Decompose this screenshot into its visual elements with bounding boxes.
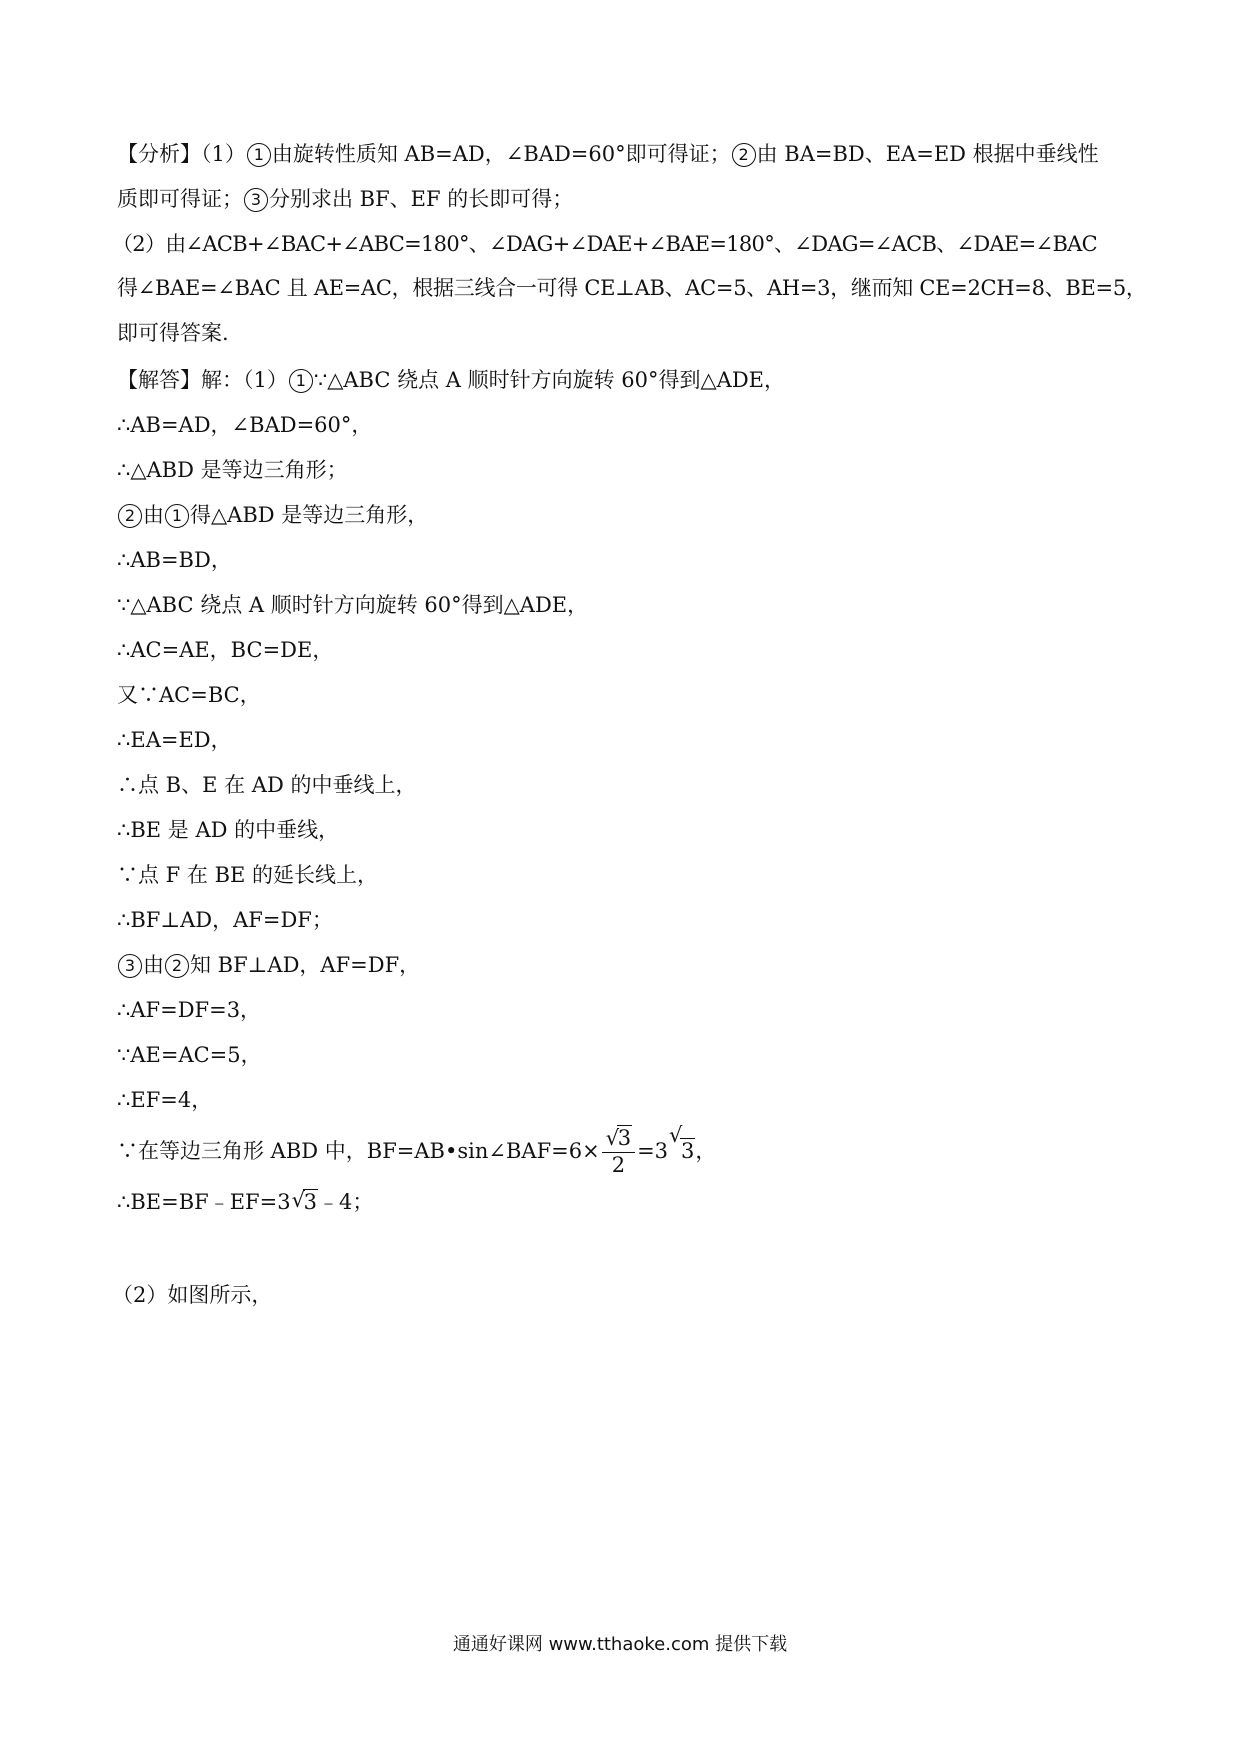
solution-text: ∴AB=AD，∠BAD=60°， bbox=[117, 413, 373, 437]
analysis-text: 由 BA=BD、EA=ED 根据中垂线性 bbox=[756, 142, 1099, 166]
solution-text: ∴BE=BF﹣EF=3 bbox=[117, 1190, 291, 1214]
solution-line-13 bbox=[117, 905, 333, 935]
radical-sign-icon: √ bbox=[669, 1123, 683, 1147]
solution-text: ∴AB=BD， bbox=[117, 548, 232, 572]
solution-line-9 bbox=[117, 725, 232, 755]
fraction-denominator: 2 bbox=[611, 1152, 626, 1177]
analysis-line-2 bbox=[117, 184, 573, 214]
solution-line-17 bbox=[117, 1085, 212, 1115]
circled-number-1: 1 bbox=[247, 143, 271, 167]
solution-line-16 bbox=[117, 1040, 262, 1070]
solution-text: ∴BE 是 AD 的中垂线， bbox=[117, 818, 340, 842]
analysis-text: 得∠BAE=∠BAC 且 AE=AC，根据三线合一可得 CE⊥AB、AC=5、AH=3，继而知 CE=2CH=8、BE=5， bbox=[117, 276, 1147, 300]
page-footer: 通通好课网 www.tthaoke.com 提供下载 bbox=[452, 1634, 788, 1655]
solution-line-1 bbox=[117, 365, 785, 395]
solution-text: ∴BF⊥AD，AF=DF； bbox=[117, 908, 333, 932]
solution-text: =3 bbox=[637, 1139, 669, 1163]
part2-text: （2）如图所示， bbox=[112, 1283, 273, 1307]
radicand: 3 bbox=[617, 1125, 632, 1150]
solution-text: 又∵AC=BC， bbox=[117, 683, 261, 707]
solution-line-18 bbox=[117, 1122, 716, 1180]
solution-text: ∵△ABC 绕点 A 顺时针方向旋转 60°得到△ADE， bbox=[117, 593, 589, 617]
solution-line-6 bbox=[117, 590, 588, 620]
radical-sign-icon: √ bbox=[291, 1188, 305, 1212]
solution-text: ∴AC=AE，BC=DE， bbox=[117, 638, 334, 662]
solution-line-10 bbox=[117, 770, 416, 800]
analysis-text: 由旋转性质知 AB=AD，∠BAD=60°即可得证； bbox=[271, 142, 731, 166]
circled-number-1: 1 bbox=[289, 369, 313, 393]
circled-number-2: 2 bbox=[165, 954, 189, 978]
analysis-label: 【分析】（1） bbox=[117, 142, 246, 166]
circled-number-2: 2 bbox=[118, 504, 142, 528]
solution-line-19 bbox=[117, 1187, 373, 1217]
solution-text: 得△ABD 是等边三角形， bbox=[190, 503, 429, 527]
solution-line-14 bbox=[117, 950, 420, 980]
fraction bbox=[602, 1125, 635, 1177]
analysis-text: 即可得答案. bbox=[117, 321, 229, 345]
circled-number-2: 2 bbox=[732, 143, 756, 167]
solution-line-15 bbox=[117, 995, 261, 1025]
radicand: 3 bbox=[303, 1190, 317, 1214]
circled-number-3: 3 bbox=[118, 954, 142, 978]
solution-text: ∴△ABD 是等边三角形； bbox=[117, 458, 348, 482]
circled-number-3: 3 bbox=[244, 188, 268, 212]
solution-text: ∵点 F 在 BE 的延长线上， bbox=[117, 863, 379, 887]
solution-label: 【解答】解：（1） bbox=[117, 368, 288, 392]
analysis-text: 质即可得证； bbox=[117, 187, 243, 211]
solution-text: ∴EA=ED， bbox=[117, 728, 232, 752]
solution-text: ﹣4； bbox=[317, 1190, 374, 1214]
solution-line-7 bbox=[117, 635, 333, 665]
analysis-line-5 bbox=[117, 318, 229, 348]
solution-text: 由 bbox=[143, 503, 164, 527]
solution-text: ∴AF=DF=3， bbox=[117, 998, 262, 1022]
solution-text: ∵AE=AC=5， bbox=[117, 1043, 262, 1067]
solution-line-3 bbox=[117, 455, 348, 485]
radical-sign-icon: √ bbox=[605, 1125, 620, 1150]
square-root bbox=[606, 1125, 632, 1151]
analysis-text: 分别求出 BF、EF 的长即可得； bbox=[269, 187, 574, 211]
solution-text: ∴点 B、E 在 AD 的中垂线上， bbox=[117, 773, 417, 797]
solution-text: 知 BF⊥AD，AF=DF， bbox=[190, 953, 421, 977]
radicand: 3 bbox=[681, 1139, 695, 1163]
solution-line-11 bbox=[117, 815, 339, 845]
solution-line-4 bbox=[117, 500, 428, 530]
solution-text: ∴EF=4， bbox=[117, 1088, 213, 1112]
analysis-line-1 bbox=[117, 139, 1099, 169]
solution-line-5 bbox=[117, 545, 232, 575]
part2-line-1 bbox=[112, 1280, 272, 1310]
solution-text: 由 bbox=[143, 953, 164, 977]
square-root bbox=[669, 1122, 695, 1180]
fraction-numerator bbox=[602, 1125, 635, 1153]
square-root bbox=[292, 1187, 318, 1217]
solution-line-12 bbox=[117, 860, 378, 890]
solution-text: ， bbox=[695, 1139, 717, 1163]
solution-line-8 bbox=[117, 680, 261, 710]
analysis-line-4 bbox=[117, 273, 1147, 303]
solution-line-2 bbox=[117, 410, 372, 440]
analysis-line-3 bbox=[112, 229, 1097, 259]
analysis-text: （2）由∠ACB+∠BAC+∠ABC=180°、∠DAG+∠DAE+∠BAE=180°、∠DAG=∠ACB、∠DAE=∠BAC bbox=[112, 232, 1098, 256]
solution-text: ∵△ABC 绕点 A 顺时针方向旋转 60°得到△ADE， bbox=[313, 368, 786, 392]
circled-number-1: 1 bbox=[165, 504, 189, 528]
solution-text: ∵在等边三角形 ABD 中，BF=AB•sin∠BAF=6× bbox=[117, 1139, 600, 1163]
